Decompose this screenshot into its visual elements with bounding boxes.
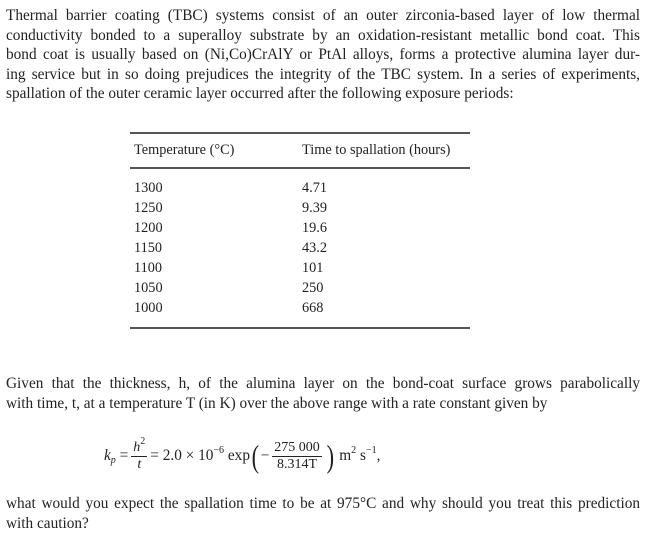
eq-units: $m^2$ $s^{-1}$, [339, 445, 381, 464]
cell-time: 9.39 [302, 200, 328, 216]
table-row [130, 298, 470, 318]
header-time: Time to spallation (hours) [302, 142, 451, 158]
text-line: ing service but in so doing prejudices the integrity of the TBC system. In a series of experiments, [6, 65, 640, 83]
cell-time: 4.71 [302, 180, 328, 196]
cell-temperature: 1200 [134, 220, 163, 236]
cell-temperature: 1000 [134, 300, 163, 316]
cell-temperature: 1250 [134, 200, 163, 216]
eq-kp: $k_p$ [104, 447, 116, 466]
text-line: with caution? [6, 514, 89, 532]
table-row [130, 198, 470, 218]
cell-time: 43.2 [302, 240, 328, 256]
cell-temperature: 1100 [134, 260, 163, 276]
intro-paragraph [6, 6, 640, 104]
text-line: Thermal barrier coating (TBC) systems consist of an outer zirconia-based layer of low thermal [6, 7, 640, 24]
table-row [130, 178, 470, 198]
text-line: spallation of the outer ceramic layer occurred after the following exposure periods: [6, 85, 514, 103]
rate-constant-equation [104, 436, 380, 476]
cell-time: 101 [302, 260, 324, 276]
table-header [130, 134, 470, 167]
text-line: with time, t, at a temperature T (in K) over the above range with a rate constant given by [6, 394, 548, 412]
text-line: bond coat is usually based on (Ni,Co)CrAlY or PtAl alloys, forms a protective alumina layer dur- [6, 46, 640, 64]
eq-coefficient: = $2.0 \times 10^{-6}$ [150, 445, 225, 464]
question-paragraph [6, 494, 640, 533]
cell-temperature: 1050 [134, 280, 163, 296]
cell-temperature: 1150 [134, 240, 163, 256]
eq-exp: exp [227, 447, 250, 464]
text-line: what would you expect the spallation time to be at 975°C and why should you treat this prediction [6, 495, 640, 512]
eq-fraction-h2-t: $\frac{h^2}{t}$ [133, 435, 146, 472]
table-row [130, 218, 470, 238]
spallation-table [130, 132, 470, 329]
cell-time: 19.6 [302, 220, 328, 236]
growth-paragraph [6, 374, 640, 413]
right-paren: ) [326, 438, 334, 474]
text-line: Given that the thickness, h, of the alumina layer on the bond-coat surface grows parabolically [6, 375, 640, 392]
table-row [130, 258, 470, 278]
eq-minus: − [260, 447, 270, 464]
table-row [130, 238, 470, 258]
eq-equals: = [119, 447, 129, 464]
cell-time: 250 [302, 280, 324, 296]
table-bottom-rule [130, 327, 470, 329]
text-line: conductivity bonded to a superalloy substrate by an oxidation-resistant metallic bond coat. This [6, 26, 640, 44]
left-paren: ( [251, 438, 260, 474]
header-temperature: Temperature (°C) [134, 142, 235, 158]
cell-time: 668 [302, 300, 324, 316]
cell-temperature: 1300 [134, 180, 163, 196]
table-body [130, 169, 470, 327]
eq-fraction-activation: $\frac{275 000}{8.314T}$ [274, 439, 320, 472]
table-row [130, 278, 470, 298]
